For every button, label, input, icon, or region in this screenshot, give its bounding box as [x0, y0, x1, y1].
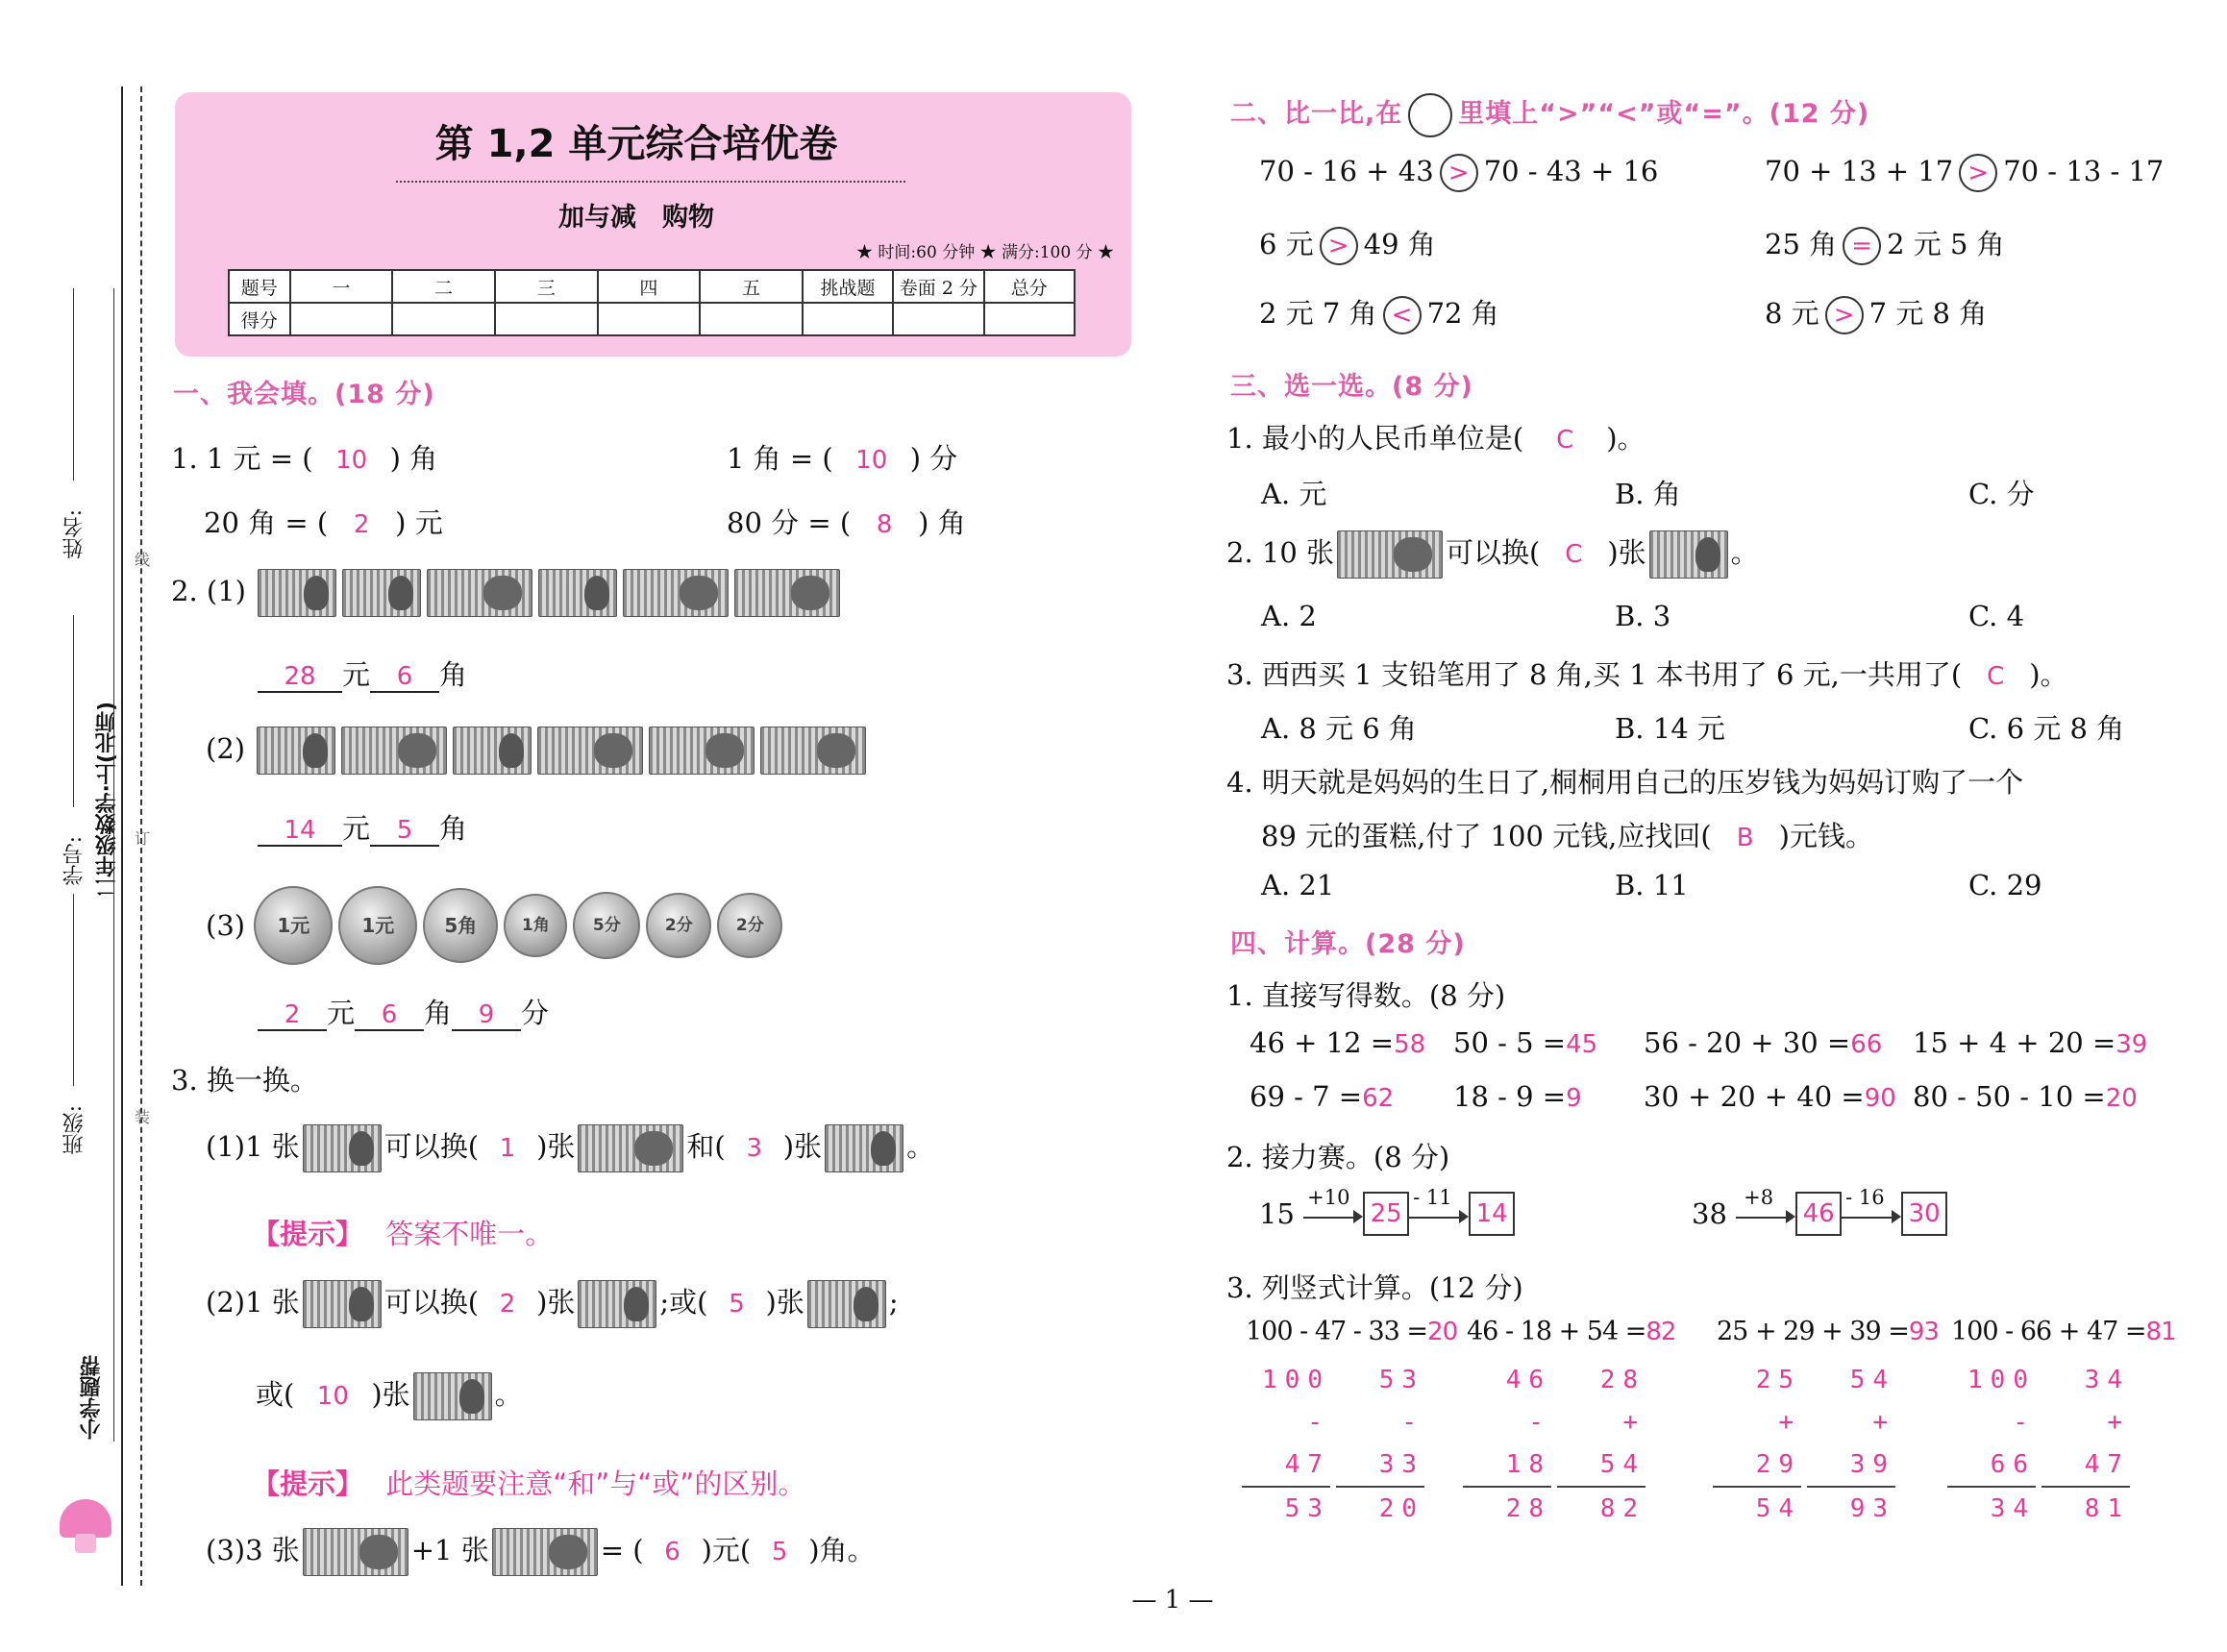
id-label: 学号:	[62, 836, 87, 886]
banknote-1yuan-icon	[825, 1124, 903, 1172]
vertical-calc-equation: 25 + 29 + 39 =93	[1717, 1317, 1939, 1346]
calc-answer: 45	[1566, 1030, 1598, 1059]
s3-q4-answer: B	[1736, 824, 1754, 852]
q1b-answer: 10	[855, 446, 888, 475]
name-line	[73, 288, 74, 481]
q1d: 80 分 = ( 8 ) 角	[727, 506, 966, 539]
mushroom-stem-icon	[75, 1534, 96, 1553]
s3-q4-opt-a: A. 21	[1261, 869, 1335, 901]
bind-mark: 装	[135, 1108, 151, 1126]
section1-heading: 一、我会填。(18 分)	[173, 380, 435, 409]
banknote-100yuan-icon	[303, 1280, 382, 1328]
score-cell[interactable]	[598, 303, 701, 335]
arrow-right-icon	[1409, 1217, 1463, 1219]
q1c: 20 角 = ( 2 ) 元	[204, 506, 443, 539]
a2-3: 2 元 6 角 9 分	[258, 992, 549, 1031]
calc-answer: 20	[2105, 1084, 2138, 1113]
q3-2-answer3: 10	[316, 1382, 349, 1411]
s4-q1-title: 1. 直接写得数。(8 分)	[1226, 979, 1506, 1012]
compare-item: 6 元 > 49 角	[1259, 223, 1436, 265]
banknote-1yuan-icon	[453, 727, 532, 775]
score-cell[interactable]	[700, 303, 803, 335]
score-col-header: 二	[392, 270, 495, 303]
hint-2-text: 此类题要注意“和”与“或”的区别。	[385, 1467, 806, 1500]
arrow-right-icon	[1303, 1217, 1357, 1219]
s3-q2: 2. 10 张 可以换( C )张 。	[1226, 530, 1759, 579]
score-col-header: 三	[495, 270, 598, 303]
q3-2b: 或( 10 )张 。	[256, 1372, 523, 1420]
hint-2-label: 【提示】	[252, 1467, 364, 1500]
section2-heading: 二、比一比,在 里填上“>”“<”或“=”。(12 分)	[1230, 92, 1869, 137]
arrow-right-icon	[1736, 1217, 1790, 1219]
banknote-2yuan-icon	[427, 569, 532, 617]
a2-3-fen: 9	[452, 1000, 521, 1031]
a2-3-jiao: 6	[355, 1000, 424, 1031]
s4-q3-title: 3. 列竖式计算。(12 分)	[1226, 1271, 1523, 1304]
score-cell[interactable]	[984, 303, 1075, 335]
grade-line	[113, 288, 114, 1442]
q3-3: (3)3 张 +1 张 = ( 6 )元( 5 )角。	[206, 1528, 876, 1576]
q3-1-answer2: 3	[746, 1134, 762, 1163]
compare-item: 8 元 > 7 元 8 角	[1765, 292, 1987, 334]
arrow-right-icon	[1842, 1217, 1895, 1219]
q3-2: (2)1 张 可以换( 2 )张 ;或( 5 )张 ;	[206, 1280, 899, 1328]
mental-calc-item: 30 + 20 + 40 =90	[1644, 1080, 1896, 1113]
s3-q3-opt-b: B. 14 元	[1615, 712, 1725, 745]
s3-q1-opt-a: A. 元	[1261, 478, 1327, 510]
page-subtitle: 加与减 购物	[558, 203, 714, 233]
mental-calc-item: 69 - 7 =62	[1250, 1080, 1395, 1113]
vertical-calc-column: 100 - 66 34	[1947, 1359, 2036, 1530]
s3-q2-opt-c: C. 4	[1968, 600, 2025, 632]
coin-2fen-icon: 2分	[646, 893, 711, 958]
vertical-calc-answer: 81	[2145, 1318, 2176, 1346]
class-label: 班级:	[62, 1105, 87, 1155]
score-cell[interactable]	[893, 303, 983, 335]
banknote-5jiao-icon	[760, 727, 866, 775]
mental-calc-item: 15 + 4 + 20 =39	[1913, 1026, 2148, 1059]
mental-calc-item: 56 - 20 + 30 =66	[1644, 1026, 1883, 1059]
mushroom-icon	[60, 1499, 111, 1538]
vertical-calc-column: 25 + 29 54	[1713, 1359, 1801, 1530]
hint-1-label: 【提示】	[252, 1218, 364, 1250]
vertical-calc-answer: 93	[1908, 1318, 1939, 1346]
s3-q1-answer: C	[1556, 426, 1574, 455]
q3-title: 3. 换一换。	[171, 1064, 318, 1097]
order-mark: 订	[135, 829, 151, 848]
compare-sign[interactable]: >	[1440, 154, 1478, 192]
compare-sign[interactable]: <	[1383, 296, 1422, 334]
banknote-5jiao-icon	[537, 727, 643, 775]
coin-1yuan-icon: 1元	[338, 886, 417, 965]
a2-2-jiao: 5	[370, 816, 439, 847]
hint-1	[252, 1213, 553, 1252]
section4-heading: 四、计算。(28 分)	[1230, 929, 1466, 959]
coin-5fen-icon: 5分	[573, 892, 640, 959]
calc-answer: 9	[1566, 1084, 1582, 1113]
vertical-calc-column: 100 - 47 53	[1242, 1359, 1330, 1530]
banknote-20yuan-icon	[258, 569, 336, 617]
calc-answer: 39	[2116, 1030, 2148, 1059]
score-col-header: 四	[598, 270, 701, 303]
banknote-1jiao-icon	[734, 569, 840, 617]
line-mark: 线	[135, 551, 151, 569]
q3-1: (1)1 张 可以换( 1 )张 和( 3 )张 。	[206, 1124, 934, 1172]
calc-answer: 66	[1850, 1030, 1883, 1059]
vertical-calc-column: 34 + 47 81	[2041, 1359, 2130, 1530]
banknote-5jiao-icon	[649, 727, 755, 775]
banknote-5yuan-icon	[1649, 530, 1728, 579]
q2-3: (3) 1元 1元 5角 1角 5分 2分 2分	[206, 886, 788, 965]
relay-2: 38 +8 46 - 16 30	[1692, 1192, 1947, 1236]
s3-q1: 1. 最小的人民币单位是( C )。	[1226, 422, 1646, 455]
vertical-calc-column: 46 - 18 28	[1463, 1359, 1551, 1530]
s3-q4-line2: 89 元的蛋糕,付了 100 元钱,应找回( B )元钱。	[1261, 820, 1873, 852]
q3-2-answer2: 5	[729, 1290, 745, 1319]
s3-q4-line1: 4. 明天就是妈妈的生日了,桐桐用自己的压岁钱为妈妈订购了一个	[1226, 766, 2024, 799]
score-header-row	[229, 270, 1075, 303]
grade-label: 二年级数学·上(北师)	[95, 702, 119, 899]
mental-calc-item: 18 - 9 =9	[1453, 1080, 1582, 1113]
banknote-5jiao-icon	[1337, 530, 1443, 579]
exam-meta: ★ 时间:60 分钟 ★ 满分:100 分 ★	[856, 243, 1114, 262]
section3-heading: 三、选一选。(8 分)	[1230, 372, 1473, 402]
vertical-calc-column: 54 + 39 93	[1807, 1359, 1895, 1530]
compare-item: 70 - 16 + 43 > 70 - 43 + 16	[1259, 154, 1658, 192]
page-title: 第 1,2 单元综合培优卷	[434, 122, 838, 166]
a2-2: 14 元 5 角	[258, 807, 467, 847]
binding-strip	[0, 0, 151, 1652]
header-card	[175, 92, 1131, 357]
relay-2-box2: 30	[1901, 1192, 1947, 1236]
s3-q1-opt-c: C. 分	[1968, 478, 2035, 510]
q2-2: (2)	[206, 727, 869, 775]
q1a: 1. 1 元 = ( 10 ) 角	[171, 442, 438, 475]
score-col-header: 卷面 2 分	[893, 270, 983, 303]
q3-2-answer1: 2	[499, 1290, 516, 1319]
brand-label: 小学题帮	[80, 1355, 104, 1440]
hint-2	[252, 1463, 805, 1502]
score-col-header: 挑战题	[803, 270, 893, 303]
s3-q2-opt-a: A. 2	[1261, 600, 1317, 632]
banknote-50yuan-icon	[578, 1280, 656, 1328]
banknote-2yuan-icon	[341, 727, 447, 775]
q2-1: 2. (1)	[171, 569, 843, 617]
a2-1-jiao: 6	[370, 662, 439, 693]
page-number: — 1 —	[1131, 1586, 1214, 1615]
coin-1jiao-icon: 1角	[504, 894, 567, 957]
s3-q3: 3. 西西买 1 支铅笔用了 8 角,买 1 本书用了 6 元,一共用了( C )。	[1226, 658, 2068, 691]
banknote-5jiao-icon	[623, 569, 729, 617]
empty-circle-icon	[1408, 93, 1452, 137]
score-col-header: 题号	[229, 270, 290, 303]
q1c-answer: 2	[353, 510, 370, 539]
s3-q3-opt-a: A. 8 元 6 角	[1261, 712, 1417, 745]
relay-2-box1: 46	[1795, 1192, 1842, 1236]
name-label: 姓名:	[62, 509, 87, 559]
score-cell[interactable]	[803, 303, 893, 335]
q1b: 1 角 = ( 10 ) 分	[727, 442, 958, 475]
q3-3-answer2: 5	[771, 1538, 788, 1566]
mental-calc-item: 80 - 50 - 10 =20	[1913, 1080, 2138, 1113]
vertical-calc-equation: 46 - 18 + 54 =82	[1467, 1317, 1676, 1346]
compare-sign[interactable]: >	[1825, 296, 1864, 334]
score-cell[interactable]	[495, 303, 598, 335]
score-value-row	[229, 303, 1075, 335]
banknote-20yuan-icon	[807, 1280, 886, 1328]
title-divider	[396, 181, 905, 183]
banknote-5yuan-icon	[342, 569, 421, 617]
compare-item: 25 角 = 2 元 5 角	[1765, 223, 2005, 265]
s3-q2-opt-b: B. 3	[1615, 600, 1671, 632]
score-cell[interactable]	[290, 303, 393, 335]
vertical-calc-answer: 20	[1427, 1318, 1458, 1346]
class-line	[73, 894, 74, 1086]
calc-answer: 58	[1394, 1030, 1426, 1059]
calc-answer: 62	[1362, 1084, 1395, 1113]
vertical-calc-column: 28 + 54 82	[1557, 1359, 1646, 1530]
coin-1yuan-icon: 1元	[254, 886, 333, 965]
s3-q3-answer: C	[1987, 662, 2005, 691]
relay-1-box1: 25	[1363, 1192, 1409, 1236]
vertical-calc-equation: 100 - 66 + 47 =81	[1951, 1317, 2176, 1346]
mental-calc-item: 46 + 12 =58	[1250, 1026, 1426, 1059]
vertical-calc-equation: 100 - 47 - 33 =20	[1246, 1317, 1458, 1346]
q1a-answer: 10	[335, 446, 368, 475]
s3-q4-opt-c: C. 29	[1968, 869, 2042, 901]
score-row-label: 得分	[229, 303, 290, 335]
compare-item: 70 + 13 + 17 > 70 - 13 - 17	[1765, 154, 2164, 192]
q3-1-answer1: 1	[499, 1134, 516, 1163]
q3-3-answer1: 6	[664, 1538, 680, 1566]
q1d-answer: 8	[876, 510, 893, 539]
calc-answer: 90	[1864, 1084, 1896, 1113]
banknote-10yuan-icon	[413, 1372, 492, 1420]
a2-3-yuan: 2	[258, 1000, 327, 1031]
compare-sign[interactable]: >	[1320, 227, 1358, 265]
banknote-5jiao-icon	[492, 1528, 598, 1576]
compare-sign[interactable]: >	[1959, 154, 1997, 192]
score-cell[interactable]	[392, 303, 495, 335]
hint-1-text: 答案不唯一。	[385, 1218, 554, 1250]
s3-q2-answer: C	[1565, 540, 1583, 569]
a2-1-yuan: 28	[258, 662, 342, 693]
banknote-1yuan-icon	[538, 569, 617, 617]
score-col-header: 五	[700, 270, 803, 303]
score-col-header: 总分	[984, 270, 1075, 303]
s3-q4-opt-b: B. 11	[1615, 869, 1689, 901]
compare-item: 2 元 7 角 < 72 角	[1259, 292, 1499, 334]
relay-1: 15 +10 25 - 11 14	[1259, 1192, 1515, 1236]
score-col-header: 一	[290, 270, 393, 303]
s3-q1-opt-b: B. 角	[1615, 478, 1681, 510]
relay-1-box2: 14	[1469, 1192, 1515, 1236]
mental-calc-item: 50 - 5 =45	[1453, 1026, 1598, 1059]
a2-2-yuan: 14	[258, 816, 342, 847]
banknote-10yuan-icon	[257, 727, 335, 775]
banknote-5yuan-icon	[303, 1124, 382, 1172]
banknote-2yuan-icon	[578, 1124, 683, 1172]
id-line	[73, 615, 74, 807]
s4-q2-title: 2. 接力赛。(8 分)	[1226, 1141, 1450, 1173]
compare-sign[interactable]: =	[1843, 227, 1881, 265]
banknote-2yuan-icon	[303, 1528, 408, 1576]
s3-q3-opt-c: C. 6 元 8 角	[1968, 712, 2125, 745]
coin-5jiao-icon: 5角	[423, 888, 498, 963]
vertical-calc-column: 53 - 33 20	[1336, 1359, 1424, 1530]
a2-1: 28 元 6 角	[258, 653, 467, 693]
score-table	[228, 269, 1076, 336]
coin-2fen-icon: 2分	[717, 893, 782, 958]
vertical-calc-answer: 82	[1646, 1318, 1676, 1346]
